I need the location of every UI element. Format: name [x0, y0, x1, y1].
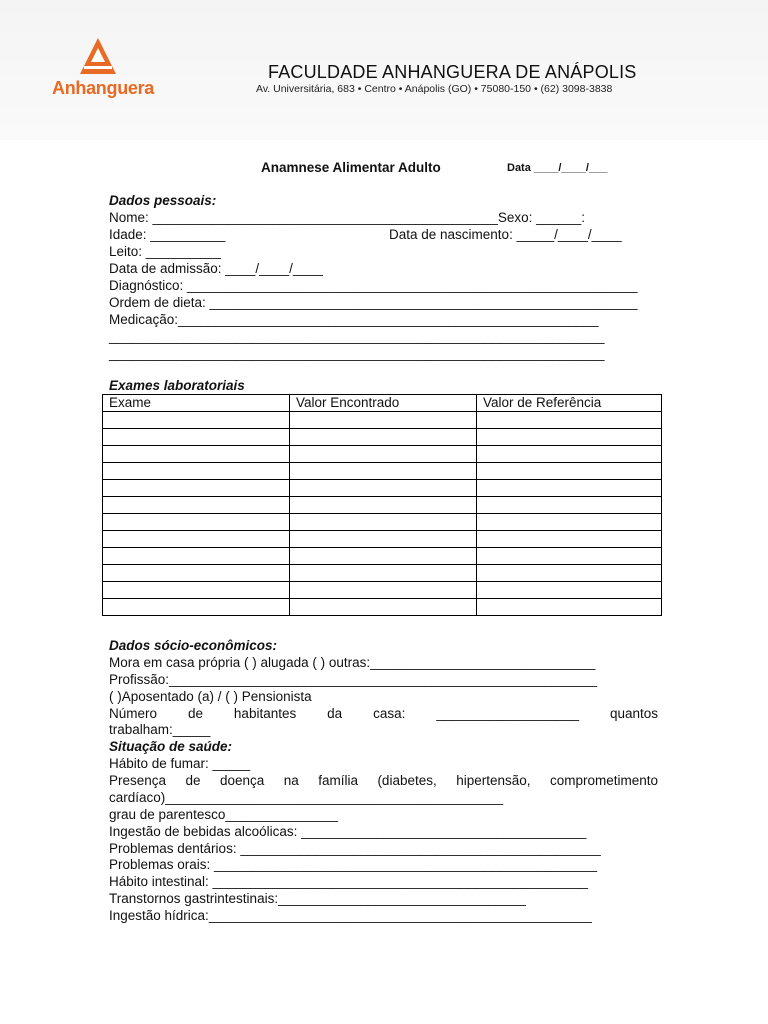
word: de	[185, 773, 201, 788]
admissao-field: Data de admissão: ____/____/____	[109, 261, 323, 276]
table-cell[interactable]	[290, 599, 477, 616]
form-date-field: Data ____/____/___	[507, 162, 608, 174]
section-heading-socio: Dados sócio-econômicos:	[109, 638, 278, 653]
transtornos-field: Transtornos gastrintestinais:_________________________________	[109, 891, 526, 906]
medicacao-field: Medicação:________________________________________________________	[109, 312, 599, 327]
hidrica-field: Ingestão hídrica:___________________________________________________	[109, 908, 592, 923]
moradia-field: Mora em casa própria ( ) alugada ( ) outras:______________________________	[109, 655, 596, 670]
table-row	[103, 497, 662, 514]
nascimento-field: Data de nascimento: _____/____/____	[389, 227, 622, 242]
table-cell[interactable]	[477, 497, 662, 514]
logo-wordmark: Anhanguera	[52, 78, 155, 98]
table-row	[103, 446, 662, 463]
table-row	[103, 548, 662, 565]
table-row	[103, 582, 662, 599]
table-row	[103, 514, 662, 531]
table-cell[interactable]	[290, 480, 477, 497]
column-header-valor-encontrado: Valor Encontrado	[290, 395, 477, 412]
table-cell[interactable]	[477, 582, 662, 599]
letterhead	[0, 0, 768, 140]
table-cell[interactable]	[290, 548, 477, 565]
form-title: Anamnese Alimentar Adulto	[261, 160, 441, 175]
word: hipertensão,	[456, 773, 531, 788]
table-cell[interactable]	[290, 412, 477, 429]
idade-field: Idade: __________	[109, 227, 226, 242]
table-cell[interactable]	[103, 599, 290, 616]
table-cell[interactable]	[290, 463, 477, 480]
table-cell[interactable]	[477, 480, 662, 497]
institution-name: FACULDADE ANHANGUERA DE ANÁPOLIS	[268, 62, 637, 82]
doenca-familia-field	[109, 773, 658, 789]
word: de	[187, 706, 203, 721]
table-cell[interactable]	[477, 463, 662, 480]
table-cell[interactable]	[477, 531, 662, 548]
table-cell[interactable]	[290, 514, 477, 531]
word: Presença	[109, 773, 167, 788]
table-cell[interactable]	[477, 429, 662, 446]
table-cell[interactable]	[290, 565, 477, 582]
table-row	[103, 531, 662, 548]
habitantes-field	[109, 706, 658, 722]
profissao-field: Profissão:_________________________________________________________	[109, 672, 597, 687]
word: quantos	[609, 706, 658, 721]
word: habitantes	[233, 706, 297, 721]
table-cell[interactable]	[477, 565, 662, 582]
word: casa:	[373, 706, 406, 721]
cardiaco-field: cardíaco)_____________________________________________	[109, 790, 504, 805]
exams-table	[102, 394, 662, 616]
table-cell[interactable]	[477, 548, 662, 565]
table-row	[103, 565, 662, 582]
word: da	[327, 706, 343, 721]
table-cell[interactable]	[477, 412, 662, 429]
table-cell[interactable]	[103, 497, 290, 514]
leito-field: Leito: __________	[109, 244, 221, 259]
table-cell[interactable]	[103, 514, 290, 531]
institution-address: Av. Universitária, 683 • Centro • Anápolis (GO) • 75080-150 • (62) 3098-3838	[256, 83, 613, 95]
table-cell[interactable]	[103, 582, 290, 599]
table-row	[103, 599, 662, 616]
section-heading-personal: Dados pessoais:	[109, 193, 217, 208]
anhanguera-triangle-icon	[78, 36, 118, 76]
table-cell[interactable]	[103, 548, 290, 565]
table-cell[interactable]	[103, 480, 290, 497]
table-cell[interactable]	[290, 429, 477, 446]
orais-field: Problemas orais: ___________________________________________________	[109, 857, 597, 872]
nome-field: Nome: ______________________________________________Sexo: ______:	[109, 210, 585, 225]
word: ___________________	[436, 706, 580, 721]
section-heading-exams: Exames laboratoriais	[109, 378, 245, 393]
dieta-field: Ordem de dieta: _________________________________________________________	[109, 295, 638, 310]
table-row	[103, 480, 662, 497]
word: (diabetes,	[377, 773, 437, 788]
blank-line: __________________________________________________________________	[109, 346, 605, 361]
table-header-row	[103, 395, 662, 412]
table-cell[interactable]	[477, 514, 662, 531]
aposentado-options: ( )Aposentado (a) / ( ) Pensionista	[109, 689, 312, 704]
dentarios-field: Problemas dentários: ________________________________________________	[109, 841, 601, 856]
column-header-exame: Exame	[103, 395, 290, 412]
word: doença	[219, 773, 265, 788]
table-row	[103, 412, 662, 429]
blank-line: __________________________________________________________________	[109, 329, 605, 344]
bebidas-field: Ingestão de bebidas alcoólicas: ______________________________________	[109, 824, 587, 839]
word: família	[318, 773, 358, 788]
table-cell[interactable]	[477, 446, 662, 463]
fumar-field: Hábito de fumar: _____	[109, 756, 251, 771]
table-cell[interactable]	[103, 565, 290, 582]
column-header-valor-referencia: Valor de Referência	[477, 395, 662, 412]
table-cell[interactable]	[103, 531, 290, 548]
trabalham-field: trabalham:_____	[109, 722, 211, 737]
table-cell[interactable]	[103, 463, 290, 480]
table-cell[interactable]	[103, 429, 290, 446]
word: Número	[109, 706, 158, 721]
table-cell[interactable]	[290, 531, 477, 548]
table-cell[interactable]	[477, 599, 662, 616]
table-cell[interactable]	[290, 582, 477, 599]
parentesco-field: grau de parentesco_______________	[109, 807, 338, 822]
diagnostico-field: Diagnóstico: ____________________________________________________________	[109, 278, 638, 293]
section-heading-health: Situação de saúde:	[109, 739, 233, 754]
word: na	[283, 773, 299, 788]
intestinal-field: Hábito intestinal: __________________________________________________	[109, 874, 588, 889]
table-row	[103, 429, 662, 446]
table-cell[interactable]	[103, 446, 290, 463]
table-row	[103, 463, 662, 480]
table-cell[interactable]	[290, 446, 477, 463]
institution-logo	[48, 36, 158, 106]
word: comprometimento	[549, 773, 658, 788]
table-cell[interactable]	[290, 497, 477, 514]
table-cell[interactable]	[103, 412, 290, 429]
